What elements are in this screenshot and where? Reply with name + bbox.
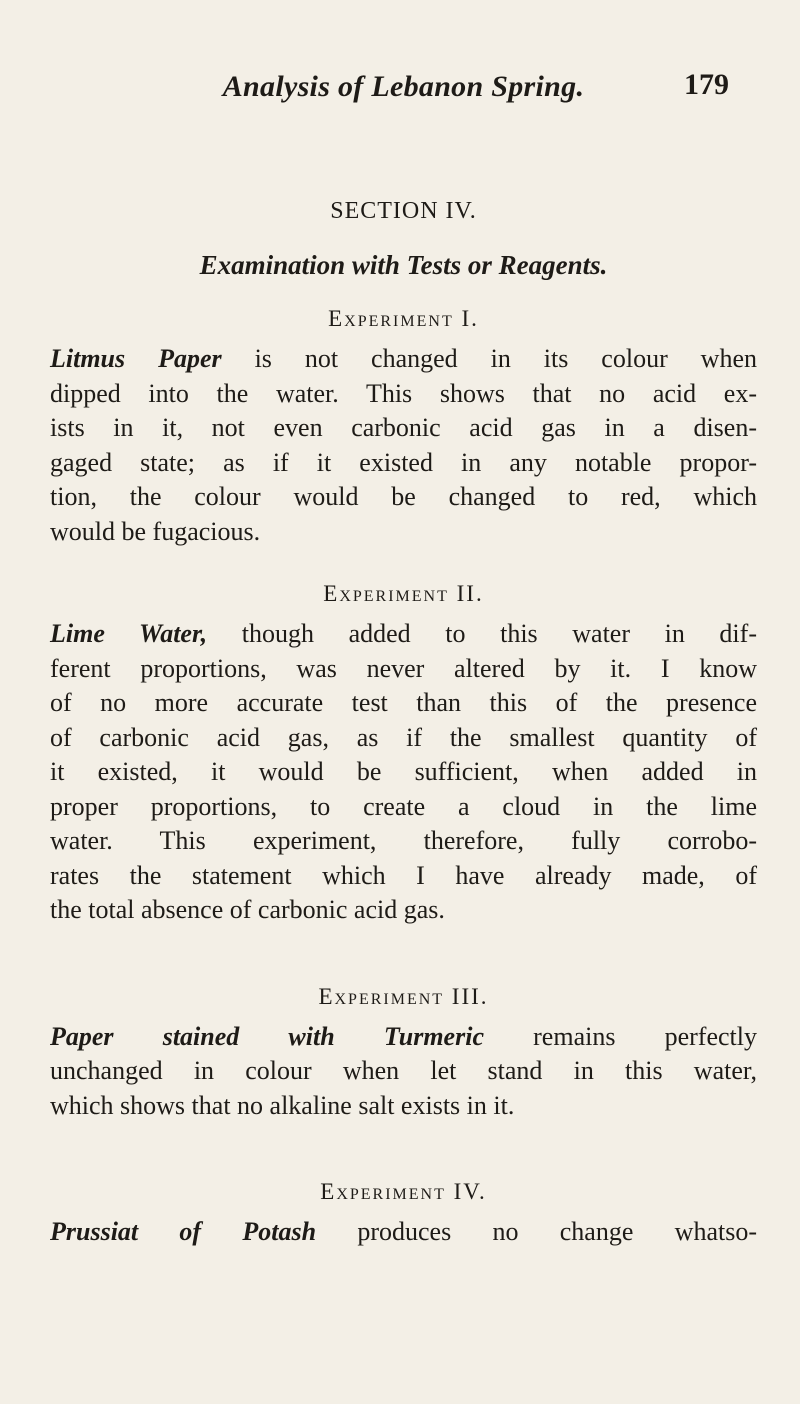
experiment-3-heading: Experiment III. — [318, 983, 489, 1009]
paragraph-line: Paper stained with Turmeric remains perfectly — [50, 1021, 757, 1051]
paragraph-line: dipped into the water. This shows that no acid ex- — [50, 378, 757, 408]
spacer — [50, 928, 757, 952]
section-subtitle: Examination with Tests or Reagents. — [199, 250, 608, 280]
experiment-1-lead: Litmus Paper — [50, 344, 222, 373]
paragraph-line: which shows that no alkaline salt exists in it. — [50, 1090, 515, 1120]
section-heading: SECTION IV. — [330, 198, 477, 224]
experiment-3-paragraph — [50, 1020, 757, 1124]
paragraph-line: Litmus Paper is not changed in its colour when — [50, 344, 757, 373]
paragraph-line: Lime Water, though added to this water in dif- — [50, 619, 757, 648]
paragraph-line: the total absence of carbonic acid gas. — [50, 895, 445, 924]
experiment-2-lead: Lime Water, — [50, 619, 208, 648]
page-number: 179 — [684, 68, 729, 101]
experiment-2-heading: Experiment II. — [323, 581, 484, 606]
experiment-4-lead: Prussiat of Potash — [50, 1217, 317, 1246]
paragraph-line: of no more accurate test than this of the presence — [50, 688, 757, 717]
experiment-4-paragraph — [50, 1215, 757, 1250]
spacer — [50, 1123, 757, 1147]
paragraph-line: would be fugacious. — [50, 516, 261, 546]
experiment-1-paragraph — [50, 342, 757, 549]
experiment-4-heading: Experiment IV. — [320, 1179, 487, 1204]
paragraph-line: rates the statement which I have already made, of — [50, 860, 757, 890]
paragraph-line: of carbonic acid gas, as if the smallest quantity of — [50, 722, 757, 752]
paragraph-line: water. This experiment, therefore, fully corrobo- — [50, 826, 757, 855]
experiment-3-lead: Paper stained with Turmeric — [50, 1021, 484, 1051]
paragraph-line: Prussiat of Potash produces no change whatso- — [50, 1217, 757, 1246]
paragraph-line: it existed, it would be sufficient, when added in — [50, 757, 757, 786]
running-head — [50, 0, 757, 103]
paragraph-line: ists in it, not even carbonic acid gas in a disen- — [50, 413, 757, 442]
experiment-1-heading: Experiment I. — [328, 306, 479, 331]
paragraph-line: ferent proportions, was never altered by it. I know — [50, 653, 757, 683]
paragraph-line: tion, the colour would be changed to red, which — [50, 482, 757, 511]
paragraph-line: gaged state; as if it existed in any notable propor- — [50, 447, 757, 477]
running-title: Analysis of Lebanon Spring. — [222, 70, 585, 103]
experiment-2-paragraph — [50, 617, 757, 928]
paragraph-line: proper proportions, to create a cloud in the lime — [50, 791, 757, 821]
paragraph-line: unchanged in colour when let stand in this water, — [50, 1056, 757, 1085]
